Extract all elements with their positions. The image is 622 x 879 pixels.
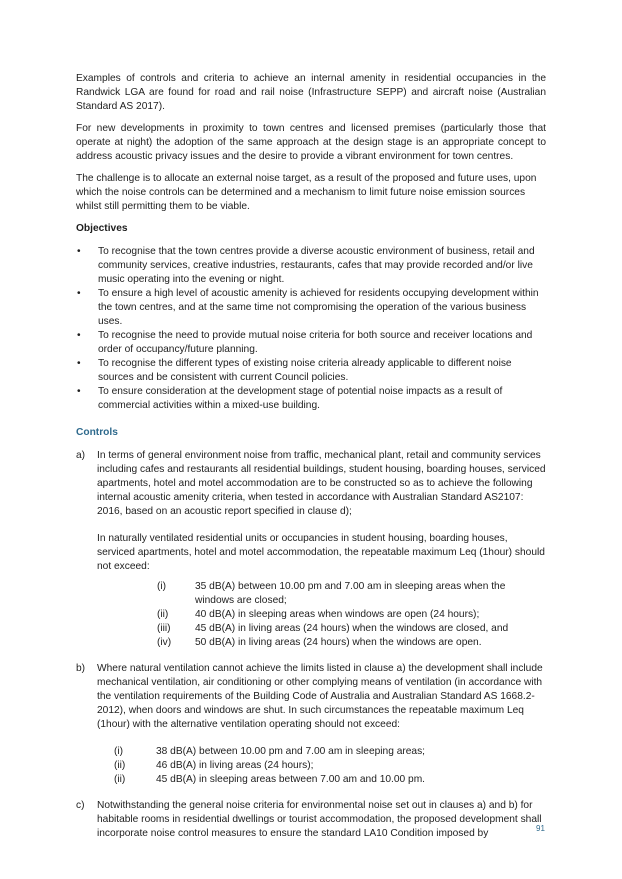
item-number: (ii) [114, 760, 126, 771]
control-c [76, 799, 546, 841]
control-b-text: Where natural ventilation cannot achieve the limits listed in clause a) the development shall include mechanical ventilation, air conditioning or other complying means of ventilation (in accordance with the ventilation requirements of the Building Code of Australia and Australian Standard AS 1668.2-2012), when doors and windows are shut. In such circumstances the repeatable maximum Leq (1hour) with the alternative ventilation operating should not exceed: [97, 663, 543, 730]
control-a [76, 449, 546, 650]
item-number: (i) [157, 581, 167, 592]
list-item [149, 580, 546, 608]
objective-text: To ensure a high level of acoustic amenity is achieved for residents occupying development within the town centres, and at the same time not compromising the operation of the various business uses. [98, 288, 539, 327]
objective-text: To ensure consideration at the development stage of potential noise impacts as a result of commercial activities within a mixed-use building. [98, 386, 503, 411]
list-item [76, 385, 546, 413]
control-b-criteria [97, 745, 546, 787]
intro-paragraph-2: For new developments in proximity to town centres and licensed premises (particularly those that operate at night) the adoption of the same approach at the design stage is an appropriate concept to address acoustic privacy issues and the desire to provide a vibrant environment for town centres. [76, 123, 546, 162]
list-item [114, 759, 546, 773]
item-number: (iii) [157, 623, 171, 634]
bullet-icon: • [77, 246, 81, 257]
control-c-text: Notwithstanding the general noise criteria for environmental noise set out in clauses a) and b) for habitable rooms in residential dwellings or tourist accommodation, the proposed development shall incorporate noise control measures to ensure the standard LA10 Condition imposed by [97, 800, 542, 839]
item-text: 46 dB(A) in living areas (24 hours); [156, 760, 314, 771]
control-letter: a) [76, 450, 86, 461]
list-item [76, 245, 546, 287]
objectives-list [76, 245, 546, 413]
bullet-icon: • [77, 288, 81, 299]
page-number: 91 [536, 824, 545, 833]
intro-paragraph-1: Examples of controls and criteria to achieve an internal amenity in residential occupancies in the Randwick LGA are found for road and rail noise (Infrastructure SEPP) and aircraft noise (Australian Standard AS 2017). [76, 73, 546, 112]
controls-heading: Controls [76, 427, 118, 438]
control-a-subtext: In naturally ventilated residential units or occupancies in student housing, boarding houses, serviced apartments, hotel and motel accommodation, the repeatable maximum Leq (1hour) should not exceed: [97, 533, 545, 572]
item-text: 38 dB(A) between 10.00 pm and 7.00 am in sleeping areas; [156, 746, 426, 757]
item-number: (ii) [157, 609, 169, 620]
objectives-heading: Objectives [76, 223, 128, 234]
item-number: (i) [114, 746, 124, 757]
bullet-icon: • [77, 386, 81, 397]
item-text: 35 dB(A) between 10.00 pm and 7.00 am in sleeping areas when the windows are closed; [195, 581, 506, 606]
list-item [149, 636, 546, 650]
objective-text: To recognise the need to provide mutual noise criteria for both source and receiver locations and order of occupancy/future planning. [98, 330, 533, 355]
item-text: 40 dB(A) in sleeping areas when windows are open (24 hours); [195, 609, 480, 620]
list-item [76, 329, 546, 357]
control-a-text: In terms of general environment noise from traffic, mechanical plant, retail and community services including cafes and restaurants all residential buildings, student housing, boarding houses, serviced apartments, hotel and motel accommodation are to be constructed so as to achieve the following internal acoustic amenity criteria, when tested in accordance with Australian Standard AS2107: 2016, based on an acoustic report specified in clause d); [97, 450, 546, 517]
item-text: 45 dB(A) in sleeping areas between 7.00 am and 10.00 pm. [156, 774, 426, 785]
list-item [76, 357, 546, 385]
bullet-icon: • [77, 330, 81, 341]
control-a-criteria [97, 580, 546, 650]
objective-text: To recognise the different types of existing noise criteria already applicable to different noise sources and be consistent with current Council policies. [98, 358, 512, 383]
list-item [76, 287, 546, 329]
objective-text: To recognise that the town centres provide a diverse acoustic environment of business, retail and community services, creative industries, restaurants, cafes that may provide recorded and/or live music operating into the evening or night. [98, 246, 535, 285]
control-b [76, 662, 546, 787]
list-item [114, 773, 546, 787]
list-item [114, 745, 546, 759]
list-item [149, 622, 546, 636]
bullet-icon: • [77, 358, 81, 369]
control-letter: b) [76, 663, 86, 674]
document-page [76, 72, 546, 849]
control-letter: c) [76, 800, 85, 811]
item-number: (ii) [114, 774, 126, 785]
item-text: 45 dB(A) in living areas (24 hours) when the windows are closed, and [195, 623, 509, 634]
intro-paragraph-3: The challenge is to allocate an external noise target, as a result of the proposed and future uses, upon which the noise controls can be determined and a mechanism to limit future noise emission sources whilst still permitting them to be viable. [76, 173, 537, 212]
item-number: (iv) [157, 637, 172, 648]
item-text: 50 dB(A) in living areas (24 hours) when the windows are open. [195, 637, 482, 648]
list-item [149, 608, 546, 622]
